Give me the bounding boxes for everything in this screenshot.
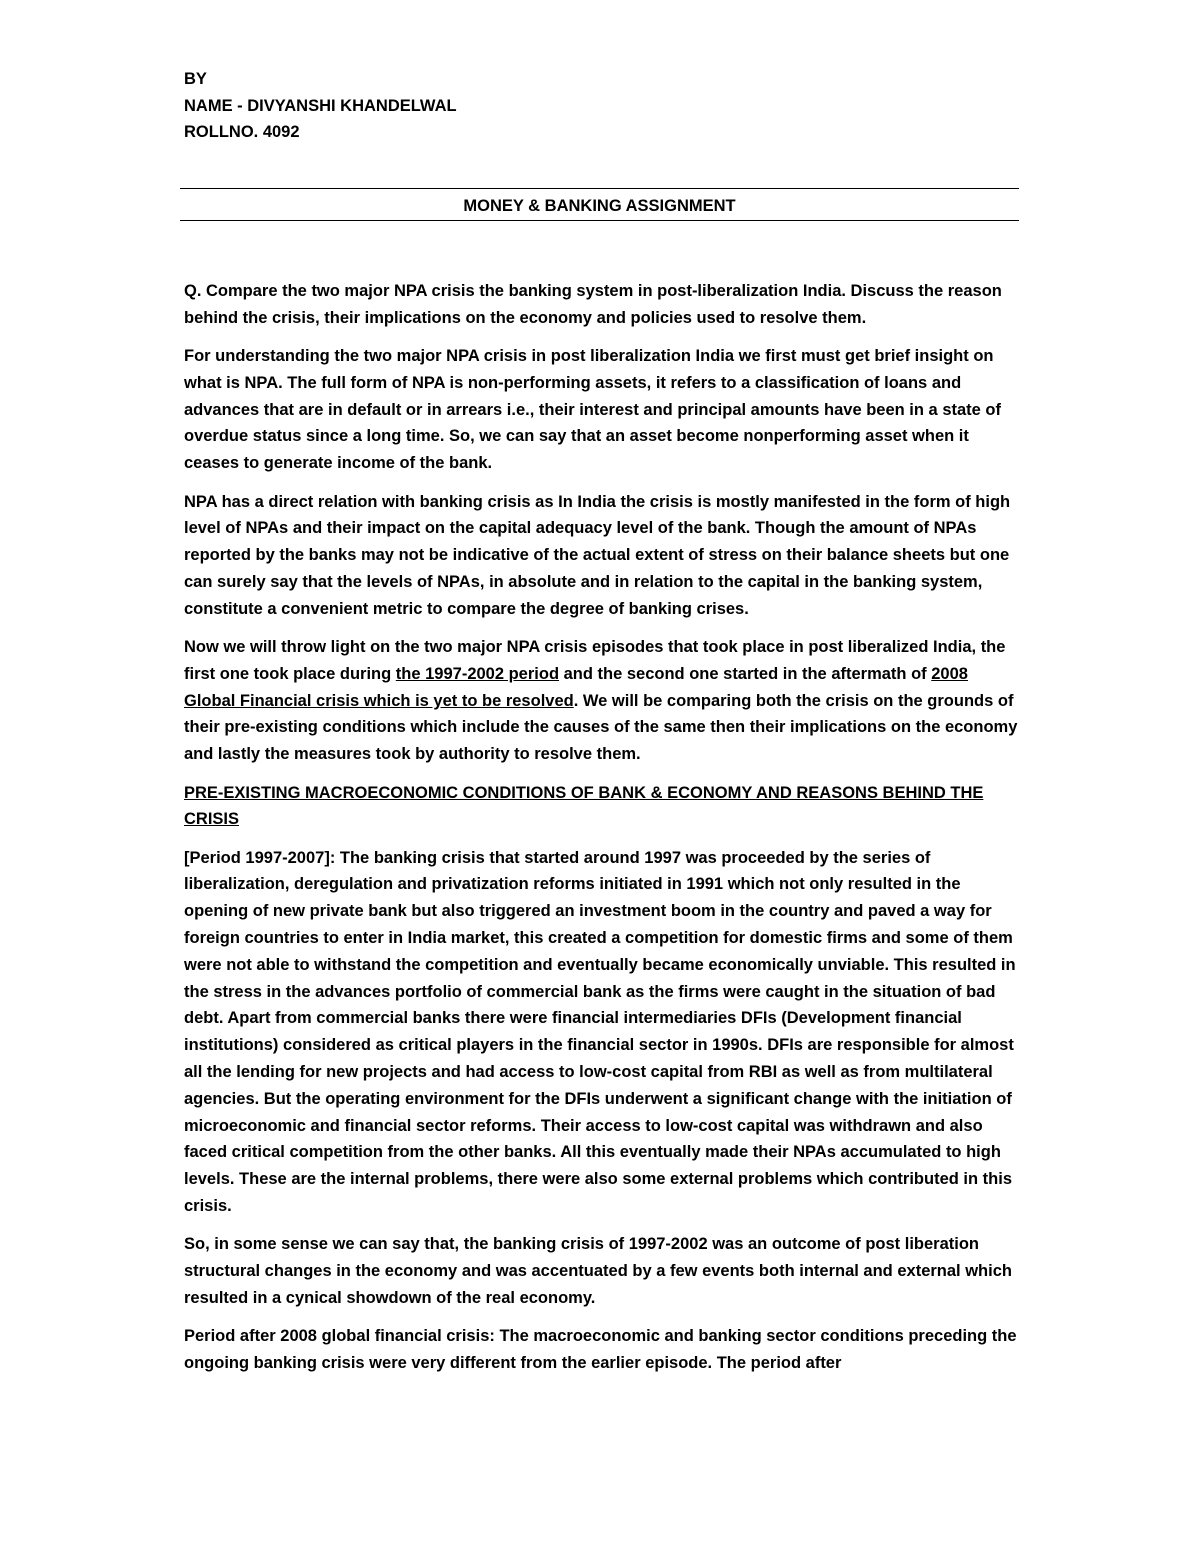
paragraph-period-1997-2007: [Period 1997-2007]: The banking crisis that started around 1997 was proceeded by the series of liberalization, deregulation and privatization reforms initiated in 1991 which not only resulted in the opening of new private bank but also triggered an investment boom in the country and paved a way for foreign countries to enter in India market, this created a competition for domestic firms and some of them were not able to withstand the competition and eventually became economically unviable. This resulted in the stress in the advances portfolio of commercial bank as the firms were caught in the situation of bad debt. Apart from commercial banks there were financial intermediaries DFIs (Development financial institutions) considered as critical players in the financial sector in 1990s. DFIs are responsible for almost all the lending for new projects and had access to low-cost capital from RBI as well as from multilateral agencies. But the operating environment for the DFIs underwent a significant change with the initiation of microeconomic and financial sector reforms. Their access to low-cost capital was withdrawn and also faced critical competition from the other banks. All this eventually made their NPAs accumulated to high levels. These are the internal problems, there were also some external problems which contributed in this crisis. [184, 848, 1016, 1215]
document-title: MONEY & BANKING ASSIGNMENT [463, 197, 736, 215]
underlined-period-1997-2002: the 1997-2002 period [395, 664, 560, 683]
title-bottom-rule [180, 220, 1019, 221]
paragraph-period-after-2008: Period after 2008 global financial crisis: The macroeconomic and banking sector conditions preceding the ongoing banking crisis were very different from the earlier episode. The period after [184, 1327, 1017, 1372]
author-roll-number: ROLLNO. 4092 [184, 123, 300, 142]
paragraph-text: Now we will throw light on the two major NPA crisis episodes that took place in post liberalized India, the first one took place during [184, 638, 1006, 683]
paragraph-summary-1997-2002: So, in some sense we can say that, the banking crisis of 1997-2002 was an outcome of post liberation structural changes in the economy and was accentuated by a few events both internal and external which resulted in a cynical showdown of the real economy. [184, 1235, 1012, 1307]
underlined-2008-crisis: 2008 Global Financial crisis which is yet to be resolved [184, 664, 968, 710]
title-top-rule [180, 188, 1019, 189]
paragraph-two-episodes [184, 634, 1018, 768]
author-by: BY [184, 70, 207, 88]
paragraph-text: and the second one started in the aftermath of [559, 664, 932, 683]
paragraph-npa-definition: For understanding the two major NPA crisis in post liberalization India we first must get brief insight on what is NPA. The full form of NPA is non-performing assets, it refers to a classification of loans and advances that are in default or in arrears i.e., their interest and principal amounts have been in a state of overdue status since a long time. So, we can say that an asset become nonperforming asset when it ceases to generate income of the bank. [184, 347, 1001, 473]
author-block [184, 66, 457, 146]
document-body [184, 278, 1018, 1388]
paragraph-text: . We will be comparing both the crisis on the grounds of their pre-existing conditions which include the causes of the same then their implications on the economy and lastly the measures took by authority to resolve them. [184, 691, 1018, 764]
paragraph-npa-banking-crisis: NPA has a direct relation with banking crisis as In India the crisis is mostly manifested in the form of high level of NPAs and their impact on the capital adequacy level of the bank. Though the amount of NPAs reported by the banks may not be indicative of the actual extent of stress on their balance sheets but one can surely say that the levels of NPAs, in absolute and in relation to the capital in the banking system, constitute a convenient metric to compare the degree of banking crises. [184, 492, 1011, 618]
question-paragraph: Q. Compare the two major NPA crisis the banking system in post-liberalization India. Discuss the reason behind the crisis, their implications on the economy and policies used to resolve them. [184, 282, 1002, 327]
author-name: NAME - DIVYANSHI KHANDELWAL [184, 96, 457, 115]
section-heading: PRE-EXISTING MACROECONOMIC CONDITIONS OF BANK & ECONOMY AND REASONS BEHIND THE CRISIS [184, 783, 984, 829]
